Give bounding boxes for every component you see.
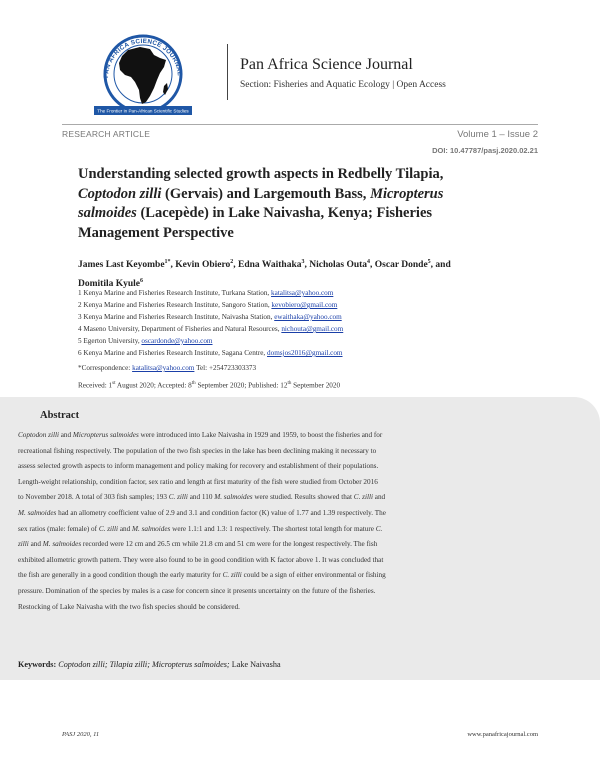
affiliation-item: 4 Maseno University, Department of Fisheries and Natural Resources, nichouta@gmail.com: [78, 325, 344, 333]
publication-dates: Received: 1st August 2020; Accepted: 8th September 2020; Published: 12th September 2020: [78, 381, 341, 390]
abstract-body: [18, 428, 590, 615]
abstract-line: sex ratios (male: female) of C. zilli and M. salmoides were 1.1:1 and 1.3: 1 respectively. The shortest total length for mature C.: [18, 524, 383, 533]
journal-title: Pan Africa Science Journal: [240, 56, 413, 73]
email-link[interactable]: domsjos2016@gmail.com: [267, 349, 343, 357]
author-list: James Last Keyombe$^{1*}$, Kevin Obiero$^2$, Edna Waithaka$^3$, Nicholas Outa$^4$, Oscar Donde$^5$, and Domitila Kyule$^6$: [78, 259, 451, 289]
africa-map-icon: [119, 47, 166, 104]
doi-link[interactable]: DOI: 10.47787/pasj.2020.02.21: [432, 146, 538, 155]
header-rule: [62, 124, 538, 125]
title-line: Understanding selected growth aspects in Redbelly Tilapia,: [78, 166, 444, 182]
title-line: salmoides (Lacepède) in Lake Naivasha, Kenya; Fisheries: [78, 205, 433, 221]
abstract-line: zilli and M. salmoides recorded were 12 cm and 26.5 cm while 21.8 cm and 51 cm were for the longest respectively. The fish: [18, 540, 378, 549]
footer-citation: PASJ 2020, 11: [62, 731, 100, 738]
abstract-line: to November 2018. A total of 303 fish samples; 193 C. zilli and 110 M. salmoides were studied. Results showed that C. zilli and: [18, 493, 386, 502]
title-line: Coptodon zilli (Gervais) and Largemouth Bass, Micropterus: [78, 185, 444, 202]
madagascar-icon: [163, 83, 168, 95]
abstract-heading: Abstract: [40, 410, 80, 421]
email-link[interactable]: ewaithaka@yahoo.com: [274, 313, 342, 321]
article-title: [78, 165, 533, 243]
abstract-line: M. salmoides had an allometry coefficient value of 2.9 and 3.1 and condition factor (K) value of 1.77 and 1.39 respectively. The: [18, 508, 386, 517]
abstract-line: Length-weight relationship, condition factor, sex ratio and length at first maturity of the fish were studied from October 2016: [18, 477, 378, 486]
journal-section: Section: Fisheries and Aquatic Ecology | Open Access: [240, 80, 446, 90]
correspondence: *Correspondence: katalitsa@yahoo.com Tel: +254723303373: [78, 364, 257, 372]
abstract-line: Coptodon zilli and Micropterus salmoides were introduced into Lake Naivasha in 1929 and 1959, to boost the fisheries and for: [18, 431, 383, 439]
email-link[interactable]: katalitsa@yahoo.com: [271, 289, 334, 297]
abstract-line: Restocking of Lake Naivasha with the two fish species should be considered.: [18, 602, 240, 611]
volume-issue: Volume 1 – Issue 2: [457, 129, 538, 140]
footer-website[interactable]: www.panafricajournal.com: [467, 731, 538, 738]
email-link[interactable]: kevobiero@gmail.com: [271, 301, 338, 309]
article-type: RESEARCH ARTICLE: [62, 129, 151, 139]
affiliation-item: 5 Egerton University, oscardonde@yahoo.com: [78, 337, 213, 345]
abstract-line: the fish are generally in a good condition though the early maturity for C. zilli could be a sign of either environmental or fishing: [18, 571, 386, 580]
abstract-line: assess selected growth aspects to inform management and policy making for recovery and establishment of their populations.: [18, 462, 379, 471]
abstract-line: recreational fishing respectively. The population of the two fish species in the lake has been declining making it necessary to: [18, 446, 377, 455]
email-link[interactable]: katalitsa@yahoo.com: [132, 364, 195, 372]
affiliation-item: 3 Kenya Marine and Fisheries Research Institute, Naivasha Station, ewaithaka@yahoo.com: [78, 313, 342, 321]
header-divider: [227, 44, 228, 100]
abstract-line: pressure. Domination of the species by males is a case for concern since it presents uncertainty on the future of the fisheries.: [18, 586, 376, 595]
logo-ring-text: PAN AFRICA SCIENCE JOURNAL: [102, 37, 183, 79]
affiliation-list: [78, 287, 343, 359]
email-link[interactable]: nichouta@gmail.com: [281, 325, 344, 333]
email-link[interactable]: oscardonde@yahoo.com: [141, 337, 213, 345]
affiliation-item: 6 Kenya Marine and Fisheries Research Institute, Sagana Centre, domsjos2016@gmail.com: [78, 349, 343, 357]
keywords: Keywords: Coptodon zilli; Tilapia zilli; Micropterus salmoides; Lake Naivasha: [18, 660, 281, 669]
title-line: Management Perspective: [78, 224, 234, 241]
logo-tagline: The Frontier in Pan-African Scientific Studies: [97, 108, 189, 114]
journal-logo: [84, 22, 202, 124]
abstract-line: exhibited allometric growth pattern. They were also found to be in good condition with K factor above 1. It was concluded that: [18, 555, 384, 564]
affiliation-item: 1 Kenya Marine and Fisheries Research Institute, Turkana Station, katalitsa@yahoo.com: [78, 289, 334, 297]
affiliation-item: 2 Kenya Marine and Fisheries Research Institute, Sangoro Station, kevobiero@gmail.com: [78, 301, 338, 309]
